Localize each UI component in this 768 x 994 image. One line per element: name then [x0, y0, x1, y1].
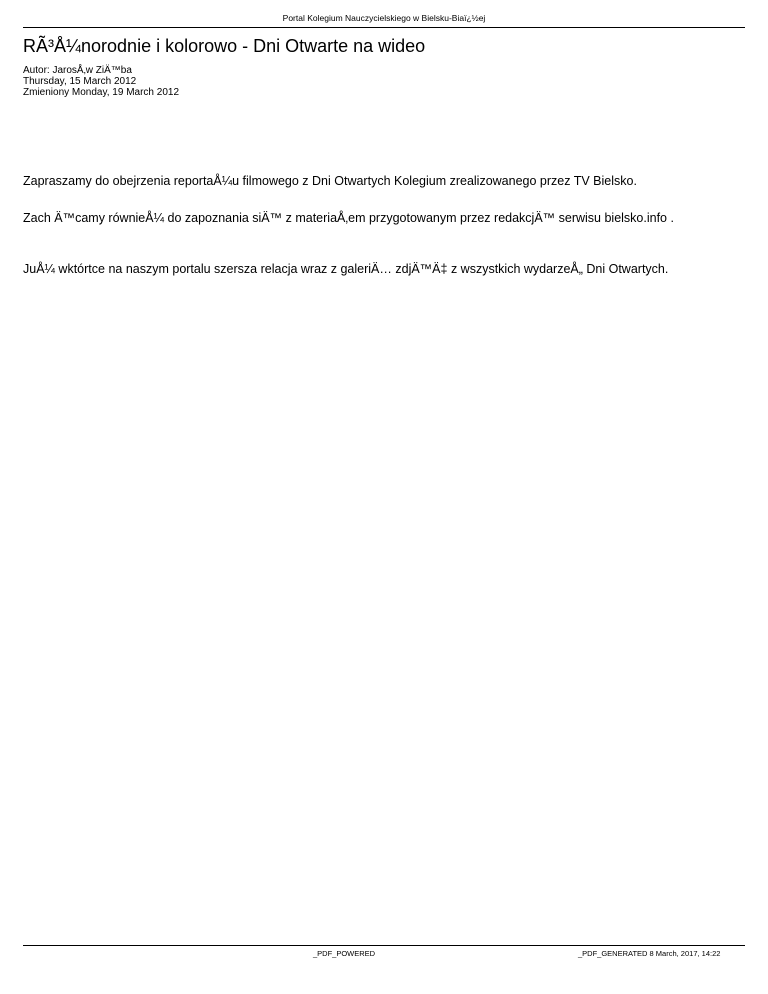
- footer-generated: _PDF_GENERATED 8 March, 2017, 14:22: [578, 949, 721, 958]
- paragraph-announcement: JuÅ¼ wktórtce na naszym portalu szersza relacja wraz z galeriÄ… zdjÄ™Ä‡ z wszystkich wydarzeÅ„ Dni Otwartych.: [23, 262, 669, 276]
- article-title: RÃ³Å¼norodnie i kolorowo - Dni Otwarte na wideo: [23, 36, 426, 56]
- article-meta: [23, 65, 179, 98]
- paragraph-encouragement: Zach Ä™camy równieÅ¼ do zapoznania siÄ™ z materiaÅ‚em przygotowanym przez redakcjÄ™ serwisu bielsko.info .: [23, 211, 674, 225]
- footer-divider: [23, 945, 745, 946]
- footer-powered: _PDF_POWERED: [313, 949, 376, 958]
- author-line: Autor: JarosÅ‚w ZiÄ™ba: [23, 65, 132, 76]
- header-divider: [23, 27, 745, 28]
- publish-date: Thursday, 15 March 2012: [23, 76, 137, 87]
- site-title: Portal Kolegium Nauczycielskiego w Bielsku-Biaï¿½ej: [282, 13, 486, 23]
- modified-date: Zmieniony Monday, 19 March 2012: [23, 87, 180, 98]
- paragraph-invitation: Zapraszamy do obejrzenia reportaÅ¼u filmowego z Dni Otwartych Kolegium zrealizowanego przez TV Bielsko.: [23, 174, 637, 188]
